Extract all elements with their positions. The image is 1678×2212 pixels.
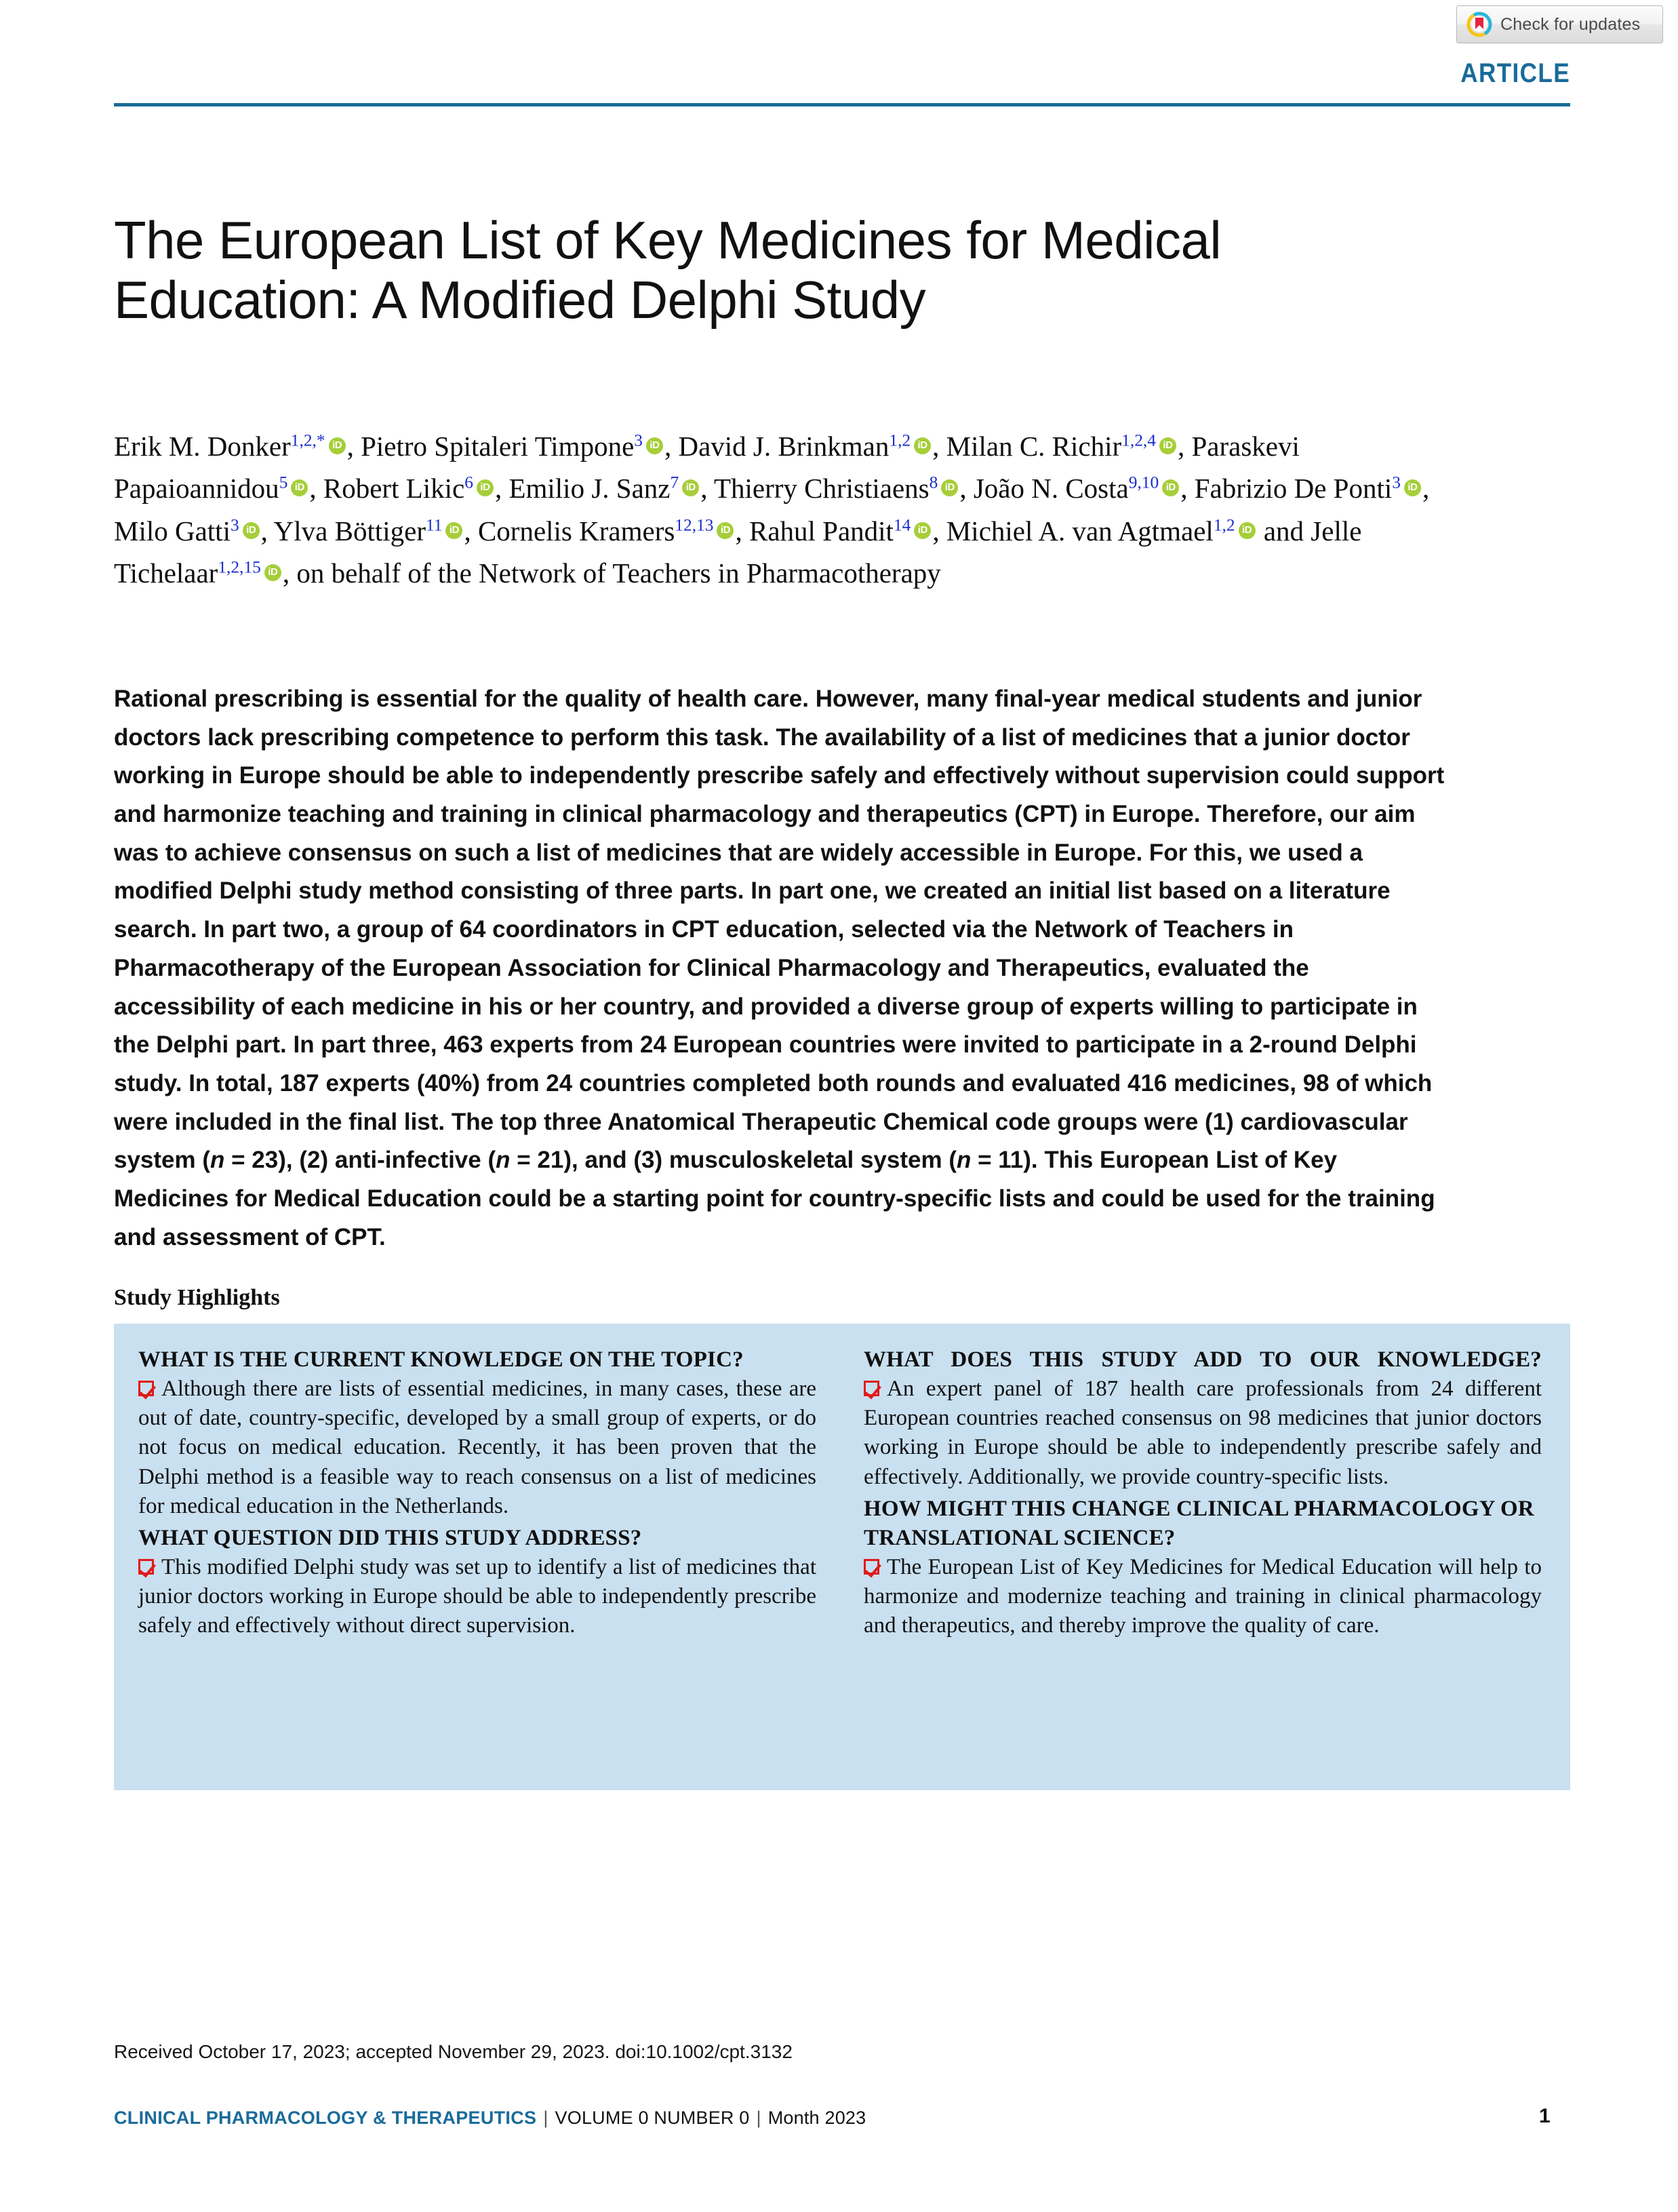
highlights-column-left	[138, 1345, 816, 1790]
author-affiliation-marker: 11	[425, 515, 443, 534]
author-separator: ,	[735, 515, 749, 547]
author-separator: ,	[464, 515, 478, 547]
author-name: Thierry Christiaens	[713, 473, 930, 505]
checkbox-checked-icon	[864, 1559, 879, 1575]
checkbox-checked-icon	[138, 1559, 154, 1575]
author-affiliation-marker: 3	[230, 515, 239, 534]
author-separator: ,	[932, 515, 946, 547]
author-separator: ,	[1422, 473, 1430, 505]
author-affiliation-marker: 12,13	[675, 515, 714, 534]
author-name: Milo Gatti	[114, 515, 231, 547]
study-highlights-title: Study Highlights	[114, 1285, 280, 1310]
author-affiliation-marker: 9,10	[1128, 473, 1159, 492]
author-affiliation-marker: 6	[464, 473, 473, 492]
highlight-body: An expert panel of 187 health care professionals from 24 different European countries reached consensus on 98 medicines that junior doctors working in Europe should be able to independently prescribe safely and effectively. Additionally, we provide country-specific lists.	[864, 1376, 1542, 1489]
author-separator: ,	[1177, 431, 1192, 462]
highlights-column-right	[864, 1345, 1542, 1790]
journal-separator-1: |	[543, 2108, 548, 2128]
crossmark-icon	[1466, 12, 1492, 37]
highlight-body: This modified Delphi study was set up to identify a list of medicines that junior doctors working in Europe should be able to independently prescribe safely and effectively without direct supervision.	[138, 1554, 816, 1638]
checkbox-checked-icon	[864, 1381, 879, 1396]
author-affiliation-marker: 14	[893, 515, 911, 534]
header-rule	[114, 103, 1570, 106]
author-affiliation-marker: 1,2,*	[290, 431, 325, 450]
orcid-icon[interactable]	[445, 522, 462, 539]
author-separator: ,	[309, 473, 323, 505]
author-affiliation-marker: 1,2	[1213, 515, 1235, 534]
author-separator: ,	[346, 431, 361, 462]
author-separator: and	[1256, 515, 1311, 547]
orcid-icon[interactable]	[682, 479, 699, 496]
author-name: Robert Likic	[323, 473, 465, 505]
author-separator: ,	[494, 473, 509, 505]
study-highlights-box	[114, 1324, 1570, 1790]
orcid-icon[interactable]	[264, 564, 281, 581]
checkbox-checked-icon	[138, 1381, 154, 1396]
author-name: Michiel A. van Agtmael	[946, 515, 1214, 547]
orcid-icon[interactable]	[941, 479, 958, 496]
sample-size-symbol: n	[210, 1147, 225, 1174]
orcid-icon[interactable]	[243, 522, 260, 539]
orcid-icon[interactable]	[914, 437, 931, 454]
sample-size-symbol: n	[956, 1147, 972, 1174]
author-affiliation-marker: 8	[929, 473, 938, 492]
journal-volume: VOLUME 0 NUMBER 0	[555, 2108, 750, 2128]
author-name: Erik M. Donker	[114, 431, 291, 462]
author-affiliation-marker: 1,2	[889, 431, 911, 450]
author-separator: ,	[260, 515, 274, 547]
highlight-heading: WHAT DOES THIS STUDY ADD TO OUR KNOWLEDGE?	[864, 1347, 1542, 1372]
orcid-icon[interactable]	[717, 522, 734, 539]
highlight-heading: WHAT QUESTION DID THIS STUDY ADDRESS?	[138, 1525, 642, 1550]
author-name: Paraskevi Papaioannidou	[114, 431, 1300, 505]
journal-footer	[114, 2108, 866, 2129]
author-list	[114, 425, 1446, 594]
abstract-text: Rational prescribing is essential for the quality of health care. However, many final-year medical students and junior doctors lack prescribing competence to perform this task. The availability of a list of medicines that a junior doctor working in Europe should be able to independently prescribe safely and effectively without supervision could support and harmonize teaching and training in clinical pharmacology and therapeutics (CPT) in Europe. Therefore, our aim was to achieve consensus on such a list of medicines that are widely accessible in Europe. For this, we used a modified Delphi study method consisting of three parts. In part one, we created an initial list based on a literature search. In part two, a group of 64 coordinators in CPT education, selected via the Network of Teachers in Pharmacotherapy of the European Association for Clinical Pharmacology and Therapeutics, evaluated the accessibility of each medicine in his or her country, and provided a diverse group of experts willing to participate in the Delphi part. In part three, 463 experts from 24 European countries were invited to participate in a 2-round Delphi study. In total, 187 experts (40%) from 24 countries completed both rounds and evaluated 416 medicines, 98 of which were included in the final list. The top three Anatomical Therapeutic Chemical code groups were (1) cardiovascular system (n = 23), (2) anti-infective (n = 21), and (3) musculoskeletal system (n = 11). This European List of Key Medicines for Medical Education could be a starting point for country-specific lists and could be used for the training and assessment of CPT.	[114, 686, 1445, 1250]
author-name: Jelle Tichelaar	[114, 515, 1362, 589]
journal-separator-2: |	[756, 2108, 761, 2128]
author-affiliation-marker: 1,2,4	[1121, 431, 1156, 450]
orcid-icon[interactable]	[646, 437, 663, 454]
author-affiliation-marker: 5	[279, 473, 288, 492]
author-separator: ,	[664, 431, 679, 462]
page-number: 1	[1539, 2105, 1551, 2127]
author-affiliation-marker: 3	[634, 431, 643, 450]
journal-name: CLINICAL PHARMACOLOGY & THERAPEUTICS	[114, 2108, 537, 2128]
orcid-icon[interactable]	[329, 437, 346, 454]
orcid-icon[interactable]	[1159, 437, 1176, 454]
orcid-icon[interactable]	[1239, 522, 1256, 539]
orcid-icon[interactable]	[1162, 479, 1179, 496]
highlight-heading: HOW MIGHT THIS CHANGE CLINICAL PHARMACOLOGY OR TRANSLATIONAL SCIENCE?	[864, 1496, 1534, 1550]
orcid-icon[interactable]	[477, 479, 494, 496]
received-accepted-doi: Received October 17, 2023; accepted November 29, 2023. doi:10.1002/cpt.3132	[114, 2041, 793, 2062]
orcid-icon[interactable]	[1404, 479, 1421, 496]
orcid-icon[interactable]	[914, 522, 931, 539]
author-separator: ,	[700, 473, 714, 505]
check-for-updates-badge[interactable]	[1456, 5, 1663, 43]
author-group-affiliation: , on behalf of the Network of Teachers in Pharmacotherapy	[282, 557, 941, 589]
article-kicker: ARTICLE	[1460, 58, 1570, 88]
highlight-body: Although there are lists of essential medicines, in many cases, these are out of date, country-specific, developed by a small group of experts, or do not focus on medical education. Recently, it has been proven that the Delphi method is a feasible way to reach consensus on a list of medicines for medical education in the Netherlands.	[138, 1376, 816, 1518]
sample-size-symbol: n	[496, 1147, 511, 1174]
author-name: Rahul Pandit	[748, 515, 894, 547]
author-name: Emilio J. Sanz	[508, 473, 671, 505]
highlight-body: The European List of Key Medicines for Medical Education will help to harmonize and modernize teaching and training in clinical pharmacology and therapeutics, and thereby improve the quality of care.	[864, 1554, 1542, 1638]
author-separator: ,	[932, 431, 946, 462]
author-affiliation-marker: 3	[1392, 473, 1401, 492]
author-name: Pietro Spitaleri Timpone	[361, 431, 635, 462]
author-name: Milan C. Richir	[946, 431, 1122, 462]
author-affiliation-marker: 7	[670, 473, 679, 492]
author-name: Ylva Böttiger	[273, 515, 426, 547]
author-name: Fabrizio De Ponti	[1194, 473, 1393, 505]
author-name: David J. Brinkman	[678, 431, 890, 462]
journal-month: Month 2023	[767, 2108, 866, 2128]
check-for-updates-label: Check for updates	[1500, 14, 1641, 34]
orcid-icon[interactable]	[291, 479, 308, 496]
author-separator: ,	[959, 473, 974, 505]
author-affiliation-marker: 1,2,15	[218, 557, 261, 577]
highlight-heading: WHAT IS THE CURRENT KNOWLEDGE ON THE TOPIC?	[138, 1347, 744, 1372]
author-separator: ,	[1180, 473, 1195, 505]
author-name: Cornelis Kramers	[477, 515, 675, 547]
author-name: João N. Costa	[973, 473, 1129, 505]
page-title: The European List of Key Medicines for Medical Education: A Modified Delphi Study	[114, 210, 1222, 330]
